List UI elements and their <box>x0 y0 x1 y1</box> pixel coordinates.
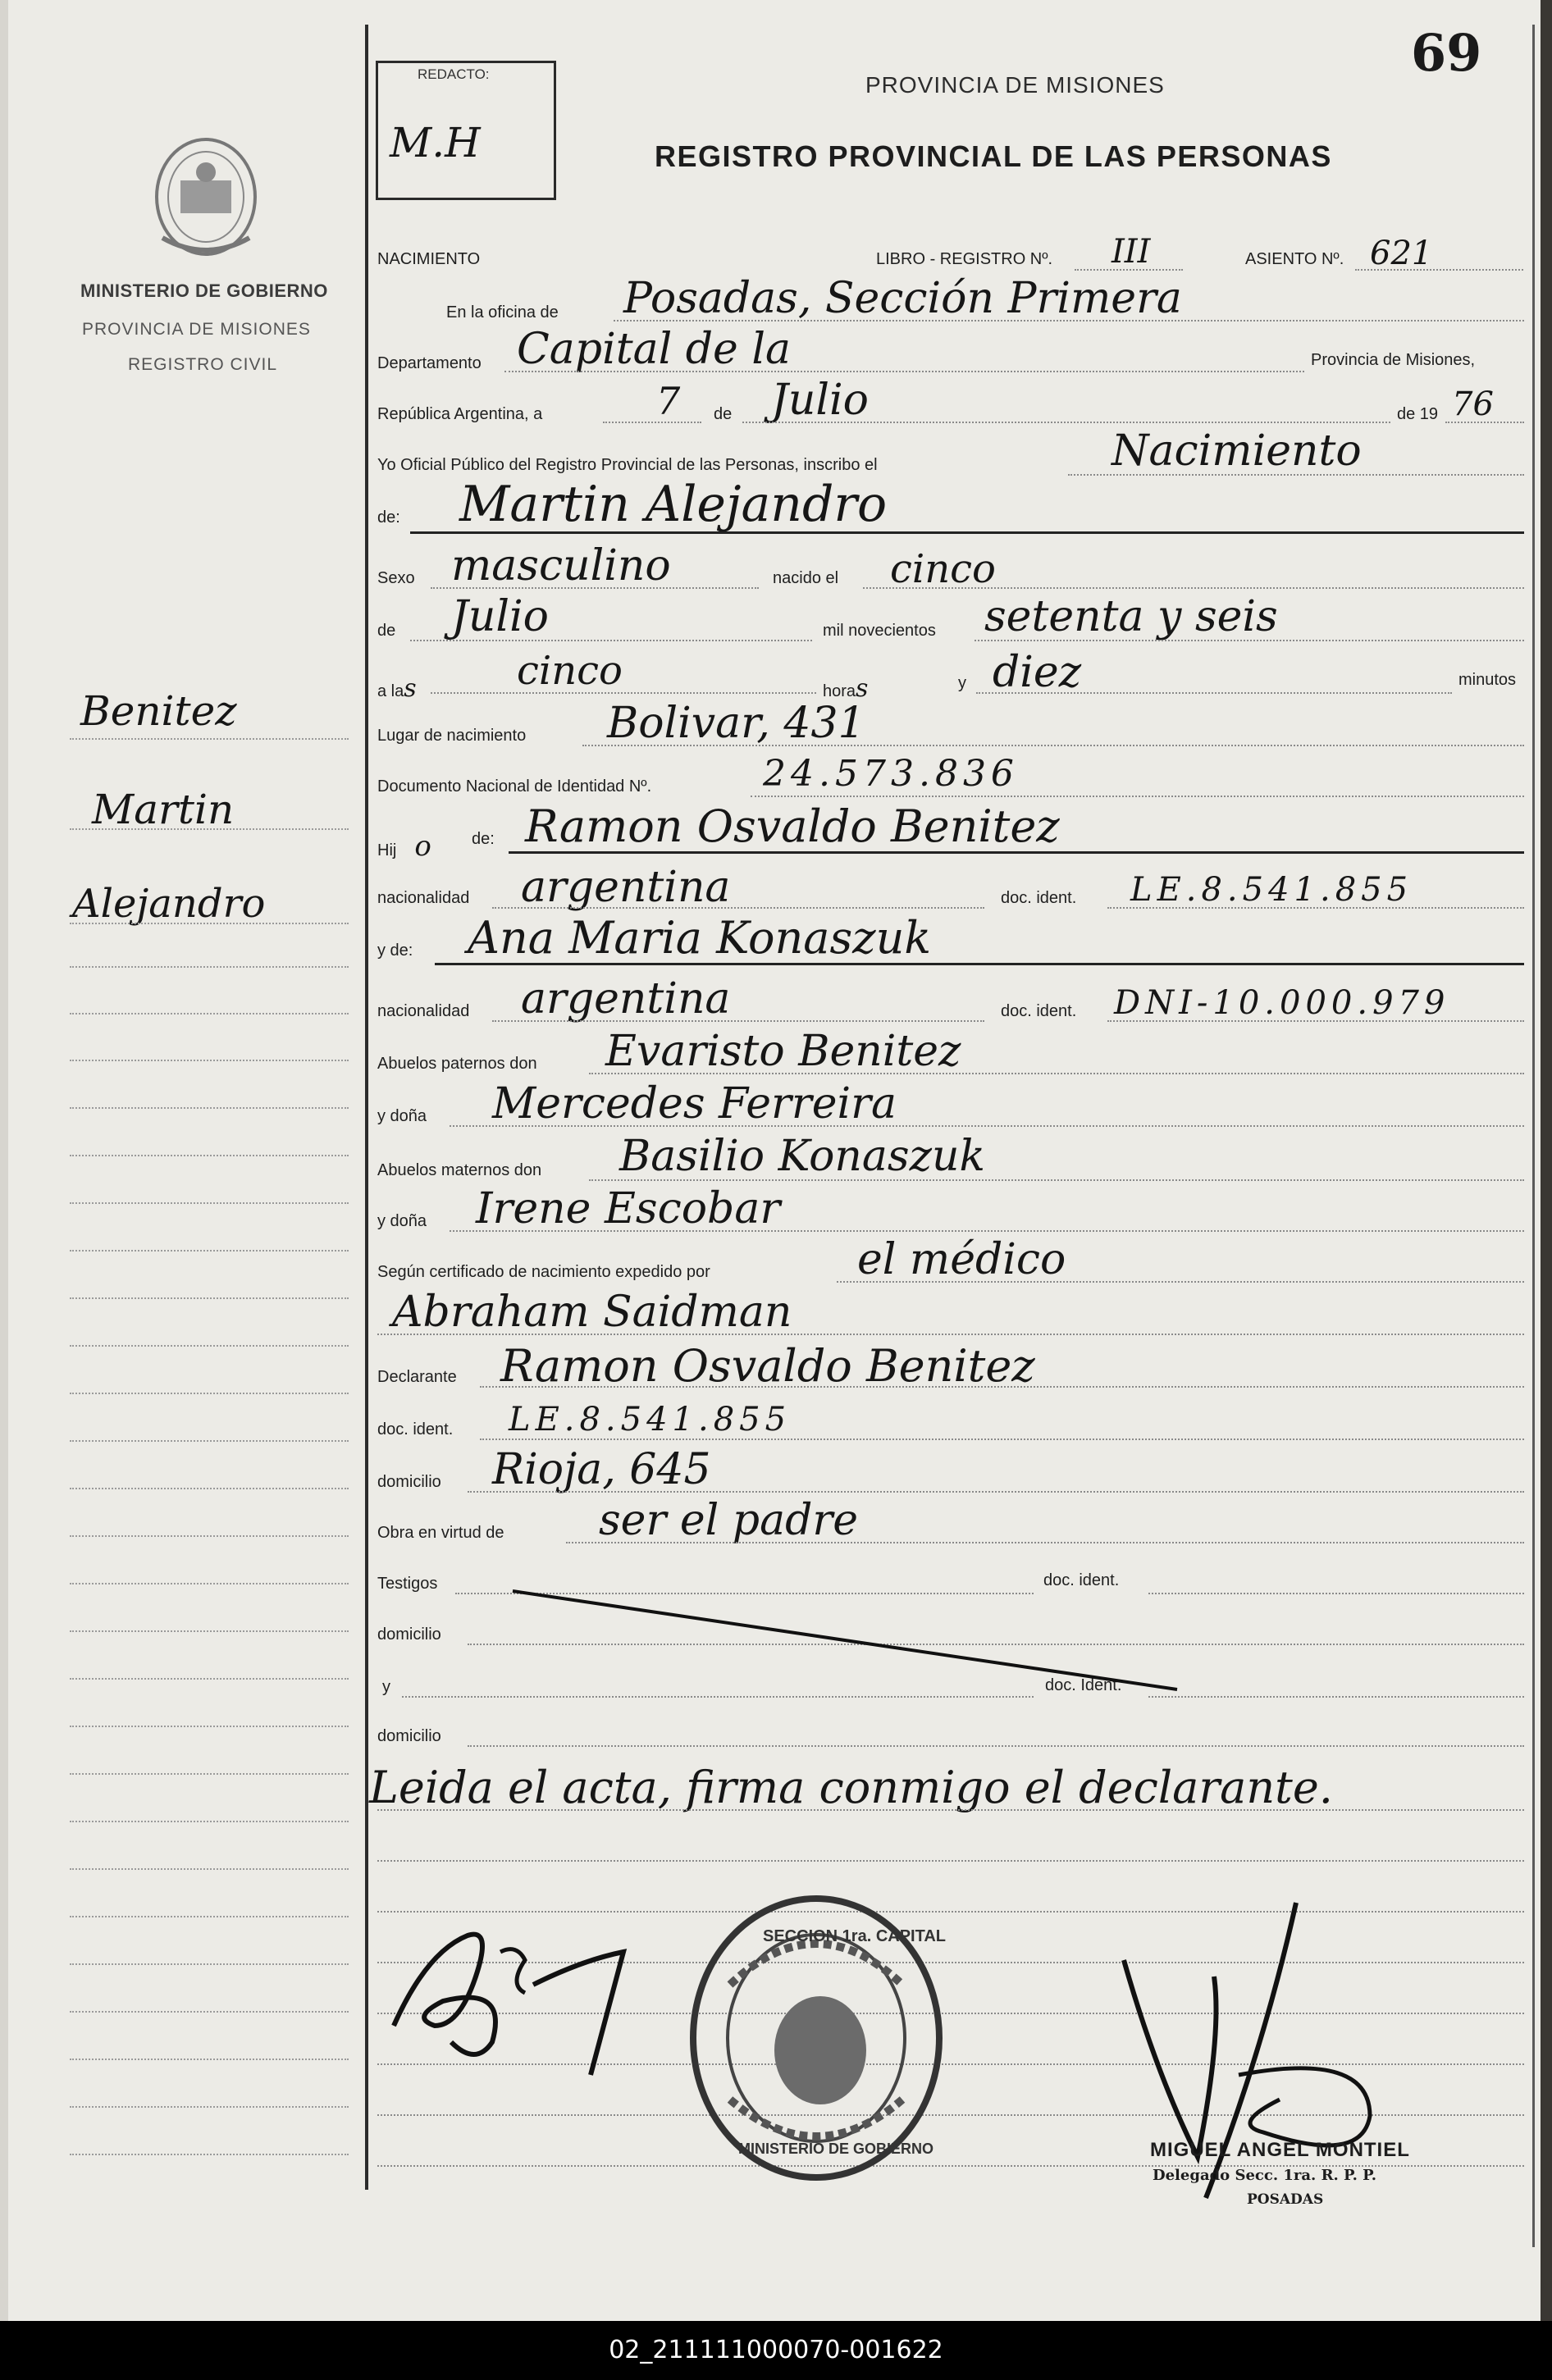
margin-rule <box>70 1535 349 1537</box>
y2-label: y <box>382 1678 390 1696</box>
a-las-label <box>377 674 417 703</box>
lugar-label: Lugar de nacimiento <box>377 727 527 745</box>
margin-rule <box>70 1583 349 1584</box>
doc-padre-rule <box>1107 907 1524 909</box>
domicilio3-rule <box>468 1745 1524 1747</box>
nombre-rule <box>410 531 1524 534</box>
mil-value: setenta y seis <box>984 592 1278 641</box>
margin-rule <box>70 1202 349 1204</box>
sexo-label: Sexo <box>377 569 415 587</box>
round-seal-text-top: SECCION 1ra. CAPITAL <box>763 1927 946 1945</box>
minutos-rule <box>976 692 1452 694</box>
abuela-pat-value: Mercedes Ferreira <box>492 1079 897 1128</box>
redacto-label: REDACTO: <box>418 66 490 82</box>
madre-rule <box>435 963 1524 965</box>
lugar-value: Bolivar, 431 <box>607 699 865 748</box>
mes2-rule <box>410 640 812 641</box>
y-label: y <box>958 674 966 692</box>
testigos-doc-label: doc. ident. <box>1043 1571 1120 1589</box>
testigos-cancel-stroke <box>509 1583 1181 1698</box>
nac-padre-rule <box>492 907 984 909</box>
doc-declarante-value: LE.8.541.855 <box>509 1401 792 1438</box>
oficina-value: Posadas, Sección Primera <box>623 274 1182 323</box>
registry-title: REGISTRO PROVINCIAL DE LAS PERSONAS <box>655 139 1332 173</box>
obra-value: ser el padre <box>599 1496 858 1545</box>
doc-madre-label: doc. ident. <box>1001 1002 1077 1020</box>
madre-value: Ana Maria Konaszuk <box>468 912 932 964</box>
file-caption: 02_211111000070-001622 <box>0 2321 1552 2380</box>
page-number: 69 <box>1411 23 1482 83</box>
hijo-label <box>377 830 431 863</box>
margin-rule <box>70 1726 349 1727</box>
margin-column <box>0 0 365 2321</box>
abuela-mat-value: Irene Escobar <box>476 1184 781 1233</box>
y2-doc-label: doc. Ident. <box>1045 1676 1122 1694</box>
left-edge-curl <box>0 0 13 2321</box>
oficina-label: En la oficina de <box>446 303 559 321</box>
margin-rule <box>70 1868 349 1870</box>
domicilio-rule <box>468 1491 1524 1493</box>
abuela-mat-rule <box>450 1230 1524 1232</box>
oficial-label: Yo Oficial Público del Registro Provincial de las Personas, inscribo el <box>377 456 878 474</box>
abuelos-mat-label: Abuelos maternos don <box>377 1161 542 1179</box>
dni-label: Documento Nacional de Identidad Nº. <box>377 777 652 796</box>
declarante-rule <box>480 1386 1524 1388</box>
abuelo-pat-value: Evaristo Benitez <box>605 1027 961 1076</box>
doc-madre-rule <box>1107 1020 1524 1022</box>
column-divider <box>365 25 368 2190</box>
margin-rule <box>70 1107 349 1109</box>
anio-value: 76 <box>1452 385 1494 423</box>
mes-rule <box>742 422 1390 423</box>
round-seal-text-bottom: MINISTERIO DE GOBIERNO <box>738 2141 934 2157</box>
margin-rule <box>70 738 349 740</box>
page-edge <box>1532 25 1535 2247</box>
margin-rule <box>70 966 349 968</box>
doc-madre-value: DNI-10.000.979 <box>1114 984 1450 1022</box>
sexo-value: masculino <box>451 541 671 590</box>
dia-rule <box>603 422 701 423</box>
obra-label: Obra en virtud de <box>377 1524 504 1542</box>
official-role: Delegado Secc. 1ra. R. P. P. <box>1153 2167 1376 2184</box>
domicilio2-label: domicilio <box>377 1625 441 1644</box>
abuelo-mat-value: Basilio Konaszuk <box>619 1132 985 1181</box>
declarante-signature <box>377 1903 656 2083</box>
domicilio3-label: domicilio <box>377 1727 441 1745</box>
registry-label: REGISTRO CIVIL <box>128 355 278 374</box>
margin-rule <box>70 2106 349 2108</box>
sexo-rule <box>431 587 759 589</box>
nacimiento-label: NACIMIENTO <box>377 250 481 268</box>
redacto-box <box>376 61 556 200</box>
republica-de-label: de <box>714 405 733 423</box>
province-label: PROVINCIA DE MISIONES <box>82 320 311 339</box>
abuelo-mat-rule <box>589 1179 1524 1181</box>
nacido-rule <box>863 587 1524 589</box>
horas-suffix: s <box>856 674 869 703</box>
oficial-value: Nacimiento <box>1112 426 1362 476</box>
libro-value: III <box>1112 233 1151 271</box>
doc-declarante-label: doc. ident. <box>377 1420 454 1438</box>
abuelos-pat-label: Abuelos paternos don <box>377 1055 537 1073</box>
provincia-label: Provincia de Misiones, <box>1311 351 1476 369</box>
margin-rule <box>70 1013 349 1014</box>
redacto-initials: M.H <box>390 119 481 166</box>
hijo-de-label: de: <box>472 830 495 848</box>
medico-value: Abraham Saidman <box>392 1288 792 1337</box>
certificado-label: Según certificado de nacimiento expedido por <box>377 1263 710 1281</box>
margin-rule <box>70 923 349 924</box>
abuela-pat-rule <box>450 1125 1524 1127</box>
nombre-value: Martin Alejandro <box>459 476 888 533</box>
dni-rule <box>751 796 1524 797</box>
hora-rule <box>431 692 816 694</box>
margin-rule <box>70 1297 349 1299</box>
y2-doc-rule <box>1148 1696 1524 1698</box>
domicilio-label: domicilio <box>377 1473 441 1491</box>
mes2-value: Julio <box>451 592 549 641</box>
medico-rule <box>377 1334 1524 1335</box>
departamento-label: Departamento <box>377 354 482 372</box>
margin-middle-name: Alejandro <box>72 881 266 927</box>
mil-label: mil novecientos <box>823 622 936 640</box>
nombre-de-label: de: <box>377 508 400 527</box>
margin-rule <box>70 1678 349 1680</box>
declarante-label: Declarante <box>377 1368 457 1386</box>
margin-rule <box>70 1155 349 1156</box>
margin-rule <box>70 828 349 830</box>
official-city: POSADAS <box>1247 2191 1324 2208</box>
republica-label: República Argentina, a <box>377 405 543 423</box>
margin-rule <box>70 1488 349 1489</box>
obra-rule <box>566 1542 1524 1543</box>
testigos-label: Testigos <box>377 1575 438 1593</box>
madre-label: y de: <box>377 942 413 960</box>
departamento-value: Capital de la <box>517 325 791 374</box>
padre-value: Ramon Osvaldo Benitez <box>525 800 1060 852</box>
abuela-pat-label: y doña <box>377 1107 427 1125</box>
domicilio-value: Rioja, 645 <box>492 1445 711 1494</box>
testigos-doc-rule <box>1148 1593 1524 1594</box>
libro-rule <box>1075 269 1183 271</box>
minutos-label: minutos <box>1458 671 1517 689</box>
padre-rule <box>509 851 1524 854</box>
a-las-text: a la <box>377 682 404 700</box>
a-las-suffix: s <box>404 674 417 703</box>
margin-rule <box>70 1250 349 1252</box>
mes2-de-label: de <box>377 622 396 640</box>
blank-rule <box>377 1860 1524 1862</box>
anio-rule <box>1445 422 1524 423</box>
nac-padre-value: argentina <box>521 863 731 912</box>
departamento-rule <box>504 371 1304 372</box>
asiento-value: 621 <box>1370 235 1433 272</box>
hijo-suffix: o <box>414 830 431 863</box>
nacido-label: nacido el <box>773 569 839 587</box>
abuelo-pat-rule <box>589 1073 1524 1074</box>
margin-rule <box>70 1916 349 1917</box>
margin-rule <box>70 1773 349 1775</box>
ministry-label: MINISTERIO DE GOBIERNO <box>80 280 328 301</box>
mes-value: Julio <box>771 376 869 425</box>
asiento-rule <box>1355 269 1523 271</box>
oficina-rule <box>614 320 1524 321</box>
certificado-value: el médico <box>857 1235 1066 1284</box>
leida-value: Leida el acta, firma conmigo el declarante. <box>369 1762 1333 1813</box>
hijo-text: Hij <box>377 841 397 859</box>
abuela-mat-label: y doña <box>377 1212 427 1230</box>
nac-madre-rule <box>492 1020 984 1022</box>
oficial-rule <box>1068 474 1524 476</box>
margin-rule <box>70 2059 349 2060</box>
mil-rule <box>975 640 1524 641</box>
leida-rule <box>377 1809 1524 1811</box>
nac-padre-label: nacionalidad <box>377 889 470 907</box>
asiento-label: ASIENTO Nº. <box>1245 250 1344 268</box>
margin-rule <box>70 1060 349 1061</box>
margin-rule <box>70 1345 349 1347</box>
official-name: MIGUEL ANGEL MONTIEL <box>1150 2139 1410 2161</box>
minutos-value: diez <box>993 648 1082 697</box>
margin-rule <box>70 2011 349 2013</box>
margin-rule <box>70 1393 349 1394</box>
dni-value: 24.573.836 <box>763 753 1019 795</box>
hora-value: cinco <box>517 648 623 694</box>
margin-rule <box>70 1630 349 1632</box>
anio-label: de 19 <box>1397 405 1439 423</box>
horas-text: hora <box>823 682 856 700</box>
doc-padre-label: doc. ident. <box>1001 889 1077 907</box>
margin-rule <box>70 1440 349 1442</box>
doc-padre-value: LE.8.541.855 <box>1130 871 1413 909</box>
dia-value: 7 <box>656 379 681 423</box>
margin-rule <box>70 2154 349 2155</box>
nac-madre-value: argentina <box>521 974 731 1024</box>
nacido-value: cinco <box>890 546 996 592</box>
province-header: PROVINCIA DE MISIONES <box>865 72 1165 98</box>
doc-declarante-rule <box>480 1438 1524 1440</box>
coat-of-arms-seal <box>146 131 266 262</box>
margin-first-name: Martin <box>92 786 235 833</box>
margin-rule <box>70 1821 349 1822</box>
nac-madre-label: nacionalidad <box>377 1002 470 1020</box>
certificado-rule <box>837 1281 1524 1283</box>
margin-rule <box>70 1963 349 1965</box>
margin-surname: Benitez <box>80 687 237 735</box>
declarante-value: Ramon Osvaldo Benitez <box>500 1340 1035 1392</box>
libro-label: LIBRO - REGISTRO Nº. <box>876 250 1053 268</box>
lugar-rule <box>582 745 1524 746</box>
